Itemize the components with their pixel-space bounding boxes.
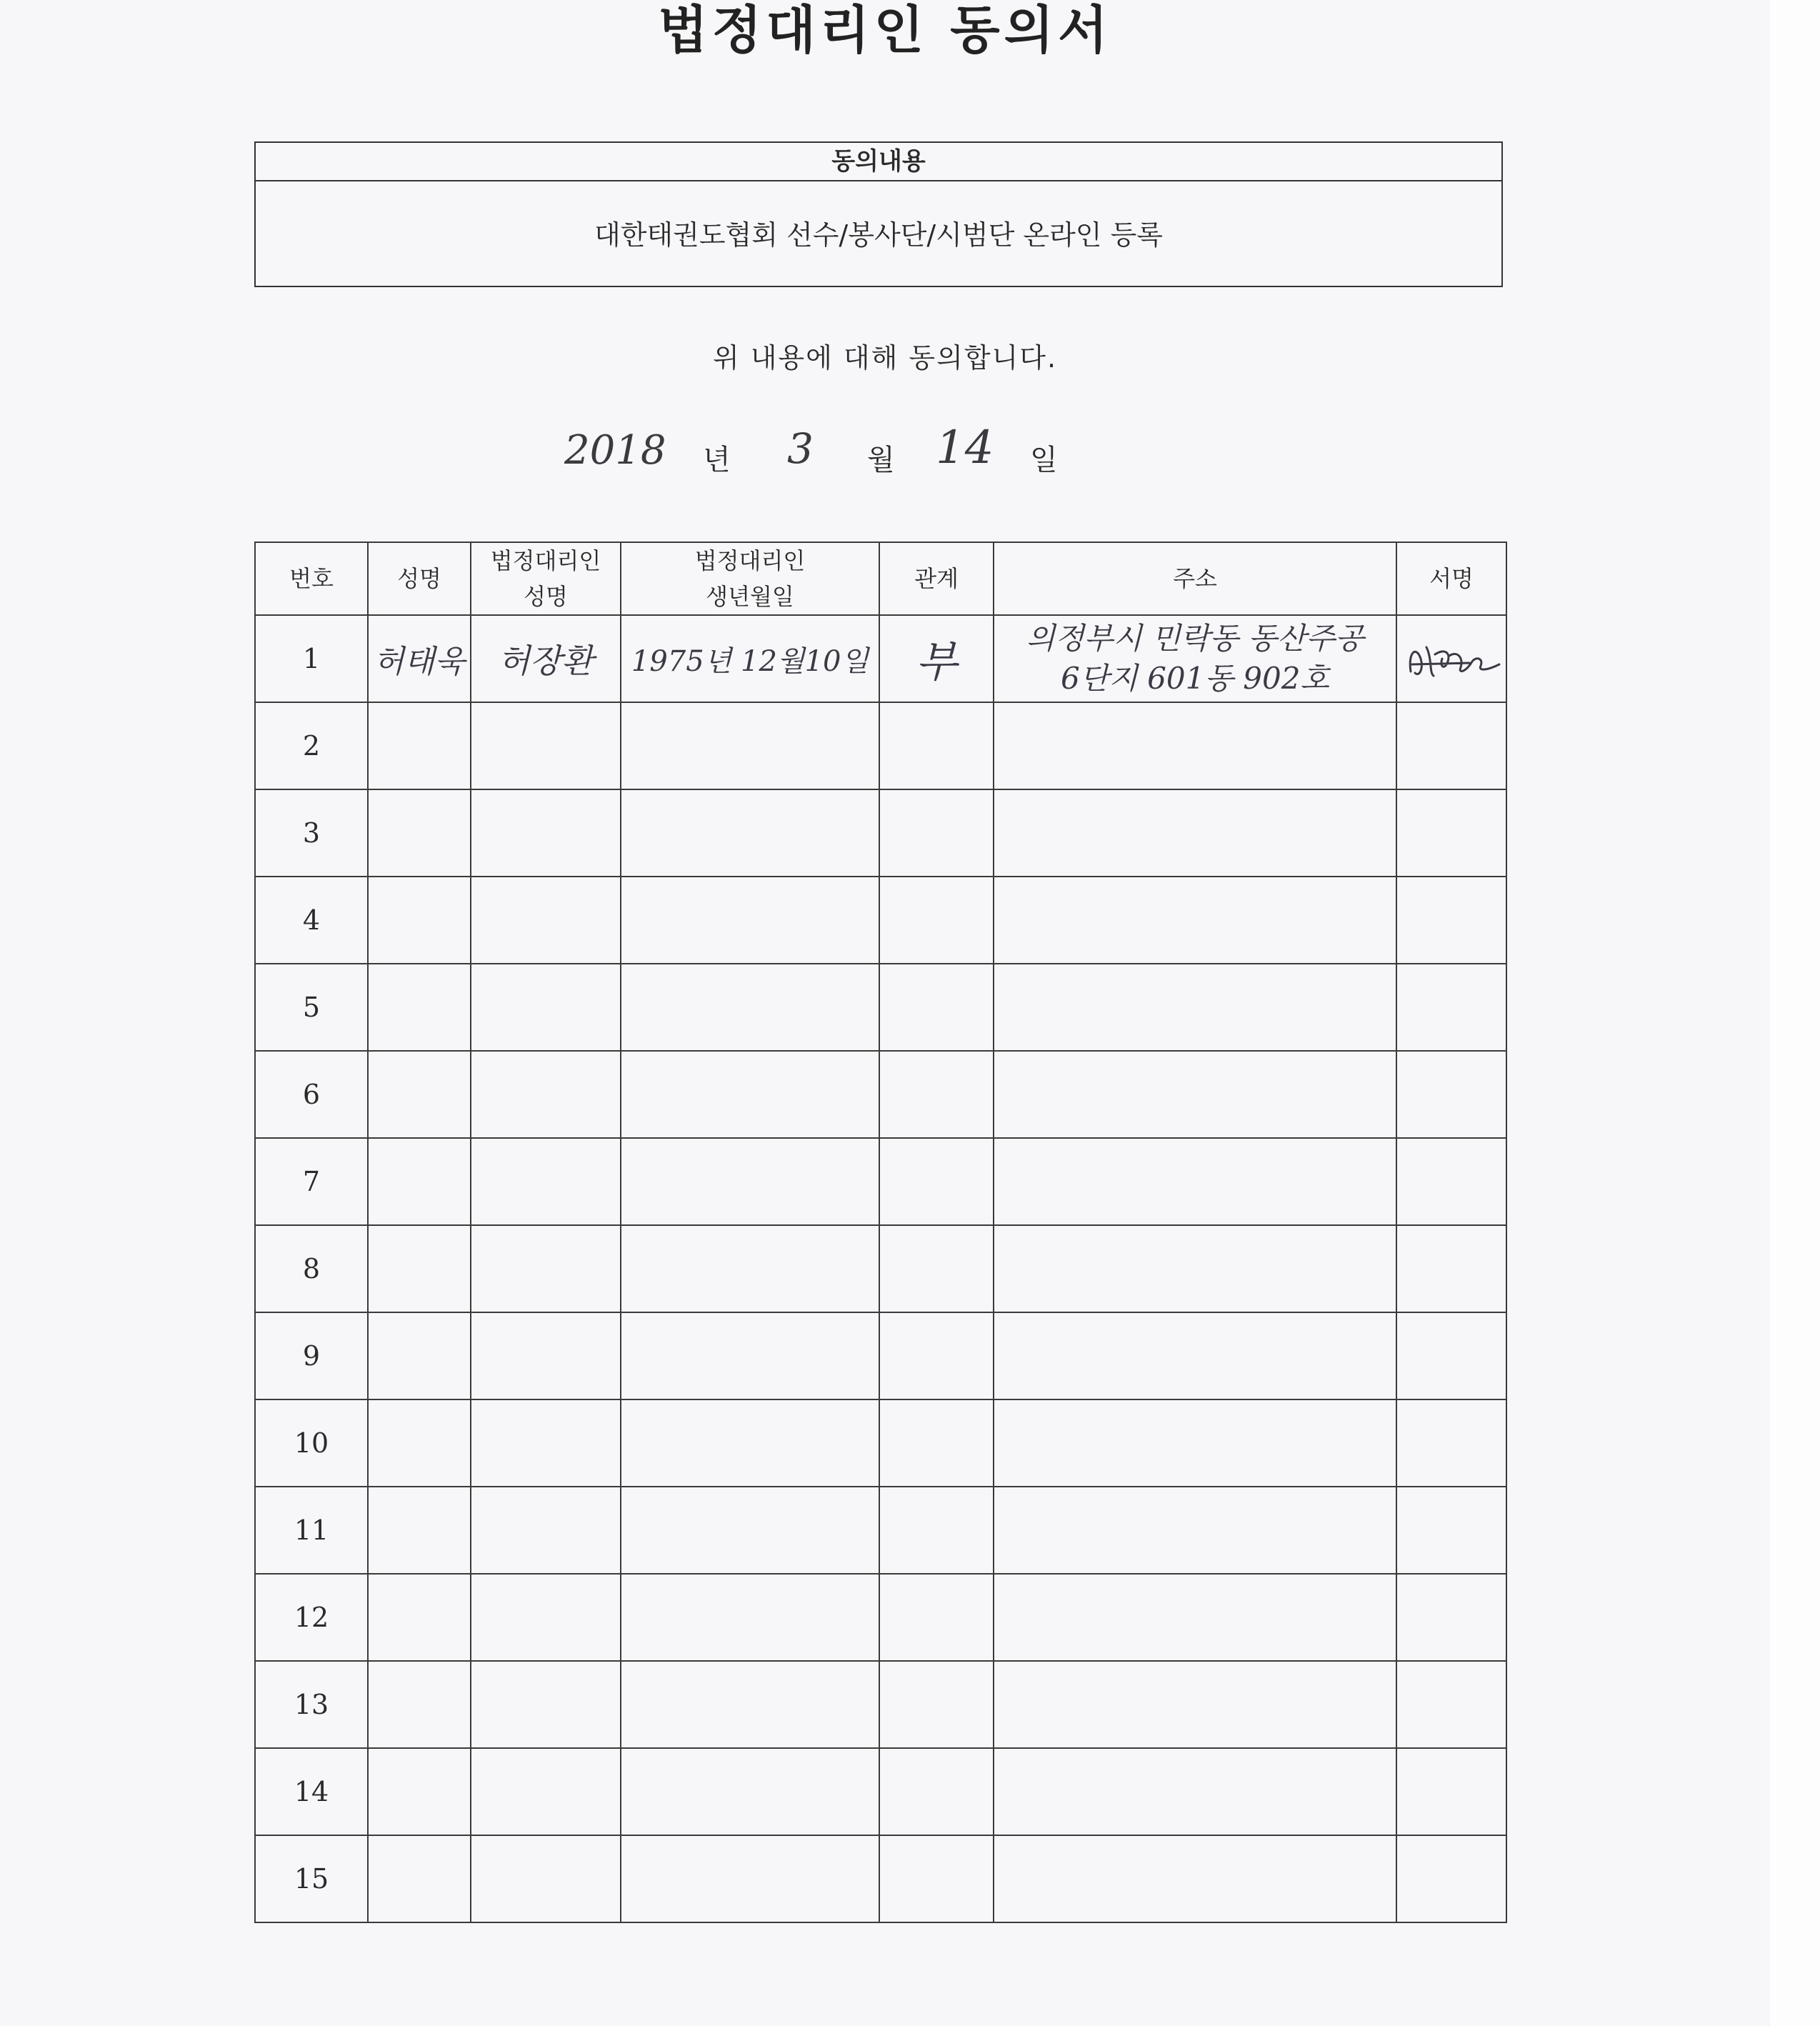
row-address: [994, 702, 1396, 789]
row-guardian-name: [471, 1748, 621, 1835]
header-no: 번호: [255, 542, 368, 615]
header-guardian-name: [471, 542, 621, 615]
row-guardian-birth: [621, 1487, 879, 1574]
row-signature: [1396, 789, 1506, 877]
header-guardian-birth-line1: 법정대리인: [694, 547, 806, 574]
row-guardian-name: [471, 1138, 621, 1225]
row-number: 15: [255, 1835, 368, 1922]
row-name: [368, 1661, 471, 1748]
row-number: 9: [255, 1312, 368, 1399]
row-guardian-name: [471, 1574, 621, 1661]
date-day: 14: [936, 421, 994, 474]
row-guardian-name: [471, 1661, 621, 1748]
row-signature: [1396, 1835, 1506, 1922]
table-row: [255, 789, 1506, 877]
row-relation: [879, 789, 994, 877]
agree-statement: 위 내용에 대해 동의합니다.: [712, 342, 1058, 374]
row-number: 12: [255, 1574, 368, 1661]
row-name: [368, 1312, 471, 1399]
row-name: [368, 702, 471, 789]
row-address: [994, 1661, 1396, 1748]
row-address-line2: 6단지 601동 902호: [1060, 661, 1330, 696]
row-guardian-birth: [621, 964, 879, 1051]
row-address: [994, 1225, 1396, 1312]
row-relation: [879, 1138, 994, 1225]
row-relation: [879, 1487, 994, 1574]
row-signature: [1396, 1487, 1506, 1574]
row-guardian-birth: [621, 1399, 879, 1487]
table-row: [255, 1574, 1506, 1661]
consent-content: 대한태권도협회 선수/봉사단/시범단 온라인 등록: [594, 219, 1163, 251]
table-row: [255, 1487, 1506, 1574]
row-number: 4: [255, 877, 368, 964]
row-address: [994, 1487, 1396, 1574]
row-signature: [1396, 615, 1506, 702]
date-year: 2018: [564, 427, 666, 474]
row-relation: [879, 1399, 994, 1487]
row-number: 2: [255, 702, 368, 789]
row-number: 3: [255, 789, 368, 877]
row-guardian-name: [471, 702, 621, 789]
row-relation: [879, 1312, 994, 1399]
row-name: [368, 1225, 471, 1312]
row-name: [368, 1051, 471, 1138]
row-signature: [1396, 1312, 1506, 1399]
row-guardian-name: [471, 1051, 621, 1138]
row-number: 6: [255, 1051, 368, 1138]
row-name: [368, 877, 471, 964]
header-guardian-birth: [621, 542, 879, 615]
row-name: [368, 1835, 471, 1922]
row-number: 5: [255, 964, 368, 1051]
row-signature: [1396, 1138, 1506, 1225]
row-guardian-name: [471, 1225, 621, 1312]
row-address: [994, 1051, 1396, 1138]
handwritten-signature: [1398, 630, 1505, 687]
row-guardian-name: [471, 1835, 621, 1922]
row-relation: [879, 877, 994, 964]
row-guardian-birth: [621, 1138, 879, 1225]
header-guardian-birth-line2: 생년월일: [706, 583, 794, 610]
row-guardian-name: [471, 1312, 621, 1399]
table-row: [255, 964, 1506, 1051]
row-relation: [879, 1051, 994, 1138]
row-address: [994, 1835, 1396, 1922]
row-guardian-birth: 1975년 12월10일: [621, 615, 879, 702]
row-number: 10: [255, 1399, 368, 1487]
consent-box: [254, 141, 1503, 287]
table-row: [255, 702, 1506, 789]
table-row: [255, 1312, 1506, 1399]
table-header-row: [255, 542, 1506, 615]
row-name: [368, 1487, 471, 1574]
header-signature: 서명: [1396, 542, 1506, 615]
row-relation: [879, 702, 994, 789]
row-signature: [1396, 1574, 1506, 1661]
row-guardian-birth: [621, 1051, 879, 1138]
header-guardian-name-line2: 성명: [524, 583, 568, 610]
document-title: 법정대리인 동의서: [658, 0, 1112, 60]
header-guardian-name-line1: 법정대리인: [490, 547, 601, 574]
row-guardian-name: [471, 789, 621, 877]
row-guardian-birth: [621, 1661, 879, 1748]
table-row: [255, 1051, 1506, 1138]
row-relation: 부: [879, 615, 994, 702]
date-year-unit: 년: [703, 444, 731, 476]
row-address: [994, 1138, 1396, 1225]
row-relation: [879, 1225, 994, 1312]
row-guardian-birth: [621, 1835, 879, 1922]
date-month-unit: 월: [867, 444, 895, 476]
row-guardian-birth: [621, 1312, 879, 1399]
row-relation: [879, 964, 994, 1051]
row-address: [994, 964, 1396, 1051]
header-relation: 관계: [879, 542, 994, 615]
row-guardian-name: [471, 1487, 621, 1574]
header-name: 성명: [368, 542, 471, 615]
row-guardian-name: [471, 964, 621, 1051]
table-row: [255, 877, 1506, 964]
row-relation: [879, 1661, 994, 1748]
row-name: [368, 789, 471, 877]
row-guardian-name: [471, 877, 621, 964]
row-name: [368, 1399, 471, 1487]
row-guardian-birth: [621, 702, 879, 789]
row-signature: [1396, 964, 1506, 1051]
row-number: 13: [255, 1661, 368, 1748]
row-address: [994, 877, 1396, 964]
row-address: [994, 1312, 1396, 1399]
row-number: 8: [255, 1225, 368, 1312]
row-address: [994, 1574, 1396, 1661]
row-guardian-birth: [621, 877, 879, 964]
date-month: 3: [787, 424, 814, 473]
table-row: [255, 1835, 1506, 1922]
row-signature: [1396, 702, 1506, 789]
header-address: 주소: [994, 542, 1396, 615]
row-signature: [1396, 877, 1506, 964]
row-relation: [879, 1574, 994, 1661]
row-signature: [1396, 1225, 1506, 1312]
row-name: 허태욱: [368, 615, 471, 702]
row-guardian-birth: [621, 1748, 879, 1835]
row-address-line1: 의정부시 민락동 동산주공: [1026, 621, 1364, 656]
date-day-unit: 일: [1030, 444, 1058, 476]
row-address: [994, 789, 1396, 877]
row-signature: [1396, 1399, 1506, 1487]
date-line: [564, 421, 1207, 484]
row-address: [994, 1399, 1396, 1487]
row-number: 11: [255, 1487, 368, 1574]
row-signature: [1396, 1661, 1506, 1748]
table-row: [255, 1748, 1506, 1835]
table-row: [255, 1138, 1506, 1225]
scan-edge: [1770, 0, 1820, 2026]
row-guardian-birth: [621, 1574, 879, 1661]
row-guardian-birth: [621, 789, 879, 877]
row-guardian-name: [471, 1399, 621, 1487]
guardian-table: [254, 542, 1507, 1923]
row-guardian-birth: [621, 1225, 879, 1312]
row-name: [368, 1574, 471, 1661]
row-guardian-name: 허장환: [471, 615, 621, 702]
row-relation: [879, 1835, 994, 1922]
row-number: 1: [255, 615, 368, 702]
row-name: [368, 1748, 471, 1835]
row-address: [994, 1748, 1396, 1835]
row-relation: [879, 1748, 994, 1835]
table-row: [255, 1399, 1506, 1487]
row-signature: [1396, 1051, 1506, 1138]
table-row: [255, 1661, 1506, 1748]
table-row: [255, 1225, 1506, 1312]
row-number: 14: [255, 1748, 368, 1835]
row-address: [994, 615, 1396, 702]
row-name: [368, 964, 471, 1051]
row-signature: [1396, 1748, 1506, 1835]
consent-heading: 동의내용: [256, 143, 1501, 181]
table-row: [255, 615, 1506, 702]
row-name: [368, 1138, 471, 1225]
row-number: 7: [255, 1138, 368, 1225]
